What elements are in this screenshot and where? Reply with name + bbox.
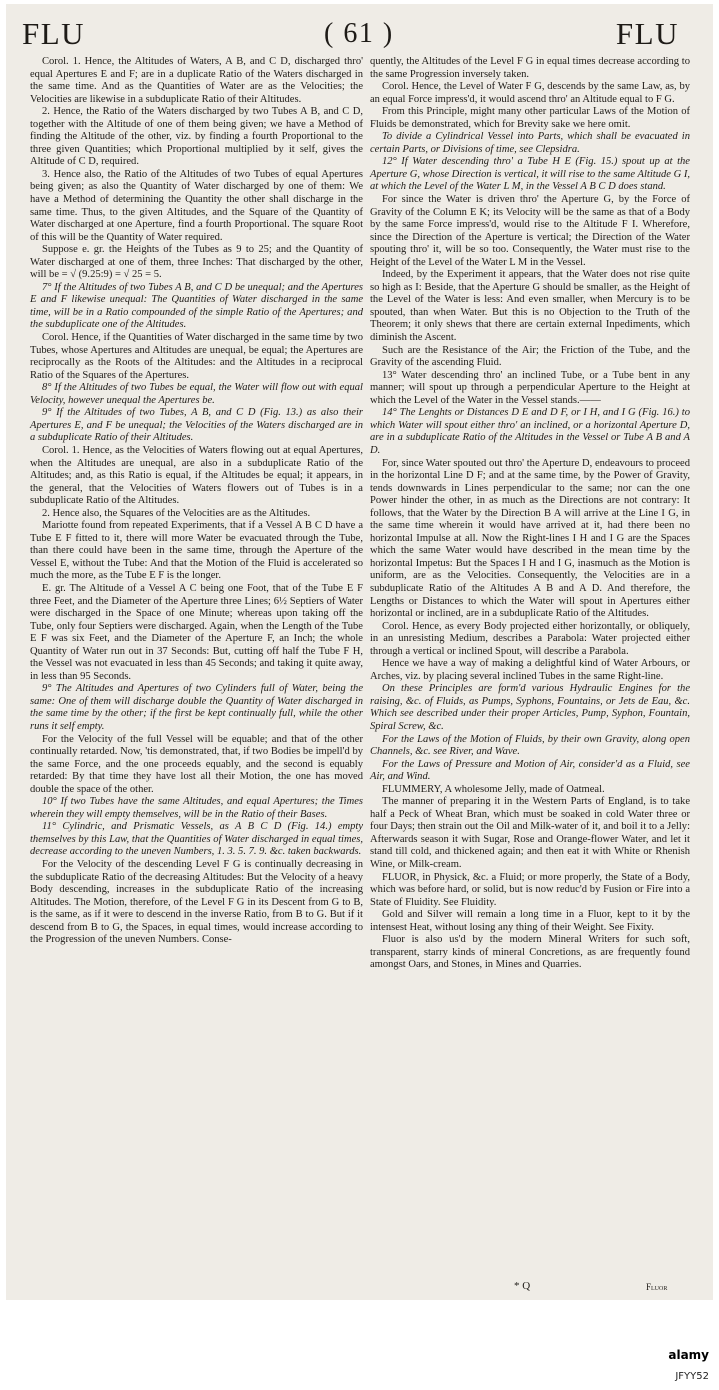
page-header: [6, 16, 713, 56]
running-head-left: FLU: [22, 16, 86, 51]
watermark-brand: alamy: [668, 1348, 709, 1362]
page-number: ( 61 ): [324, 18, 394, 49]
paragraph: From this Principle, might many other particular Laws of the Motion of Fluids be demonstrated, which for Brevity sake we here omit.: [370, 106, 690, 130]
paragraph: 2. Hence also, the Squares of the Velocities are as the Altitudes.: [42, 507, 311, 519]
paragraph: Suppose e. gr. the Heights of the Tubes as 9 to 25; and the Quantity of Water discharged at one of them, three Inches: That discharged by the other, will be = √ (9.25:9) = √ 25 = 5.: [30, 244, 363, 281]
proposition: To divide a Cylindrical Vessel into Parts, which shall be evacuated in certain Parts, or Divisions of time, see Clepsidra.: [370, 131, 690, 155]
paragraph: On these Principles are form'd various Hydraulic Engines for the raising, &c. of Fluids, as Pumps, Syphons, Fountains, or Jets de Eau, &c. Which see described under their proper Articles, Pump, Syphon, Fountain, Spiral Screw, &c.: [370, 683, 690, 732]
paragraph: For, since Water spouted out thro' the Aperture D, endeavours to proceed in the horizontal Line D F; and at the same time, by the Power of Gravity, tends downwards in Lines perpendicular to the same; nor can the one Power hinder the other, in as much as the Directions are not contrary: It follows, that the Water by the Direction B A will arrive at the Line I G, in the same time wherein it would have arrived at it, had there been no horizontal Impulse at all. Now the Right-lines I H and I G are the Spaces which the same Water would have described in the mean time by the horizontal Impetus: But the Spaces I H and I G, inasmuch as the Motion is uniform, are as the Velocities. Consequently, the Velocities are in a subduplicate Ratio of the Altitudes A B and A D. And therefore, the Lengths or Distances to which the Water will spout in Apertures either horizontal or inclined, are in a subduplicate Ratio of the Altitudes.: [370, 457, 690, 620]
right-column: [370, 56, 690, 972]
proposition: 12° If Water descending thro' a Tube H E (Fig. 15.) spout up at the Aperture G, whose Direction is vertical, it will rise to the same Altitude G I, at which the Level of the Water L M, in the Vessel A B C D does stand.: [370, 156, 690, 193]
catchword: Fluor: [646, 1282, 668, 1292]
proposition: 8° If the Altitudes of two Tubes be equal, the Water will flow out with equal Velocity, however unequal the Apertures be.: [30, 382, 363, 406]
paragraph: Such are the Resistance of the Air; the Friction of the Tube, and the Gravity of the ascending Fluid.: [370, 344, 690, 369]
paragraph: 13° Water descending thro' an inclined Tube, or a Tube bent in any manner; will spout up through a perpendicular Aperture to the Height at which the Level of the Water in the Vessel stands.——: [370, 369, 690, 406]
proposition: 7° If the Altitudes of two Tubes A B, and C D be unequal; and the Apertures E and F likewise unequal: The Quantities of Water discharged in the same time, will be in a Ratio compounded of the simple Ratio of the Apertures; and the subduplicate one of the Altitudes.: [30, 281, 363, 331]
bottom-margin: [0, 1300, 719, 1390]
paragraph: 3. Hence also, the Ratio of the Altitudes of two Tubes of equal Apertures being given; as also the Quantity of Water discharged by one of them: We have a Method of determining the Quantity the other shall discharge in the same time. Thus, to the given Altitudes, and the Square of the Quantity of Water discharged at one Aperture, find a fourth Proportional. The square Root of this will be the Quantity of Water required.: [30, 168, 363, 243]
document-page: [6, 4, 713, 1300]
paragraph: For the Laws of the Motion of Fluids, by their own Gravity, along open Channels, &c. see River, and Wave.: [370, 733, 690, 758]
paragraph: Indeed, by the Experiment it appears, that the Water does not rise quite so high as I: Beside, that the Aperture G should be smaller, as the Height of the Level of the Water is less: And even smaller, when Mercury is to be spouted, than when Water. But this is no Objection to the Truth of the Theorem; it only shews that there are certain external Inpediments, which diminish the Ascent.: [370, 269, 690, 344]
watermark-image-id: JFYY52: [675, 1371, 709, 1382]
paragraph: Corol. Hence, as every Body projected either horizontally, or obliquely, in an unresisting Medium, describes a Parabola: Water projected either through a vertical or inclined Spout, will describe a Parabola.: [370, 620, 690, 657]
entry-flummery: FLUMMERY, A wholesome Jelly, made of Oatmeal.: [382, 783, 605, 795]
paragraph: Hence we have a way of making a delightful kind of Water Arbours, or Arches, viz. by placing several inclined Tubes in the same Right-line.: [370, 658, 690, 682]
paragraph: Mariotte found from repeated Experiments, that if a Vessel A B C D have a Tube E F fitted to it, there will more Water be evacuated through the Tube, than there could have been in the same time, through the Aperture of the Vessel E, without the Tube: And that the Motion of the Fluid is accelerated so much the more, as the Tube E F is the longer.: [30, 520, 363, 582]
signature-mark: * Q: [514, 1280, 531, 1292]
proposition: 9° The Altitudes and Apertures of two Cylinders full of Water, being the same: One of them will discharge double the Quantity of Water discharged in the same time by the other; if the first be kept continually full, while the other runs it self empty.: [30, 683, 363, 732]
paragraph: E. gr. The Altitude of a Vessel A C being one Foot, that of the Tube E F three Feet, and the Diameter of the Aperture three Lines; 6½ Septiers of Water were discharged in the Space of one Minute; whereas upon taking off the Tube, only four Septiers were discharged. Again, when the Length of the Tube E F was six Feet, and the Diameter of the Aperture F, an Inch; the whole Quantity of Water run out in 37 Seconds: But, cutting off half the Tube F H, the Vessel was not evacuated in less than 45 Seconds; and taking it quite away, in less than 95 Seconds.: [30, 582, 363, 682]
paragraph: quently, the Altitudes of the Level F G in equal times decrease according to the same Progression inversely taken.: [370, 56, 690, 80]
paragraph: Corol. Hence, the Level of Water F G, descends by the same Law, as, by an equal Force impress'd, it would ascend thro' an Altitude equal to F G.: [370, 81, 690, 105]
entry-fluor: FLUOR, in Physick, &c. a Fluid; or more properly, the State of a Body, which was before hard, or solid, but is now reduc'd by Fusion or Fire into a State of Fluidity. See Fluidity.: [370, 871, 690, 908]
paragraph: Gold and Silver will remain a long time in a Fluor, kept to it by the intensest Heat, without losing any thing of their Weight. See Fixity.: [370, 909, 690, 933]
paragraph: Corol. 1. Hence, as the Velocities of Waters flowing out at equal Apertures, when the Altitudes are unequal, are also in a subduplicate Ratio of the Altitudes; and, as this Ratio is equal, if the Altitudes be equal; it appears, in the general, that the Velocities of Waters flowers out of Tubes is in a subduplicate Ratio of the Altitudes.: [30, 444, 363, 507]
paragraph: For the Velocity of the descending Level F G is continually decreasing in the subduplicate Ratio of the decreasing Altitudes: But the Velocity of a heavy Body descending, increases in the subduplicate Ratio of the increasing Altitudes. The Motion, therefore, of the Level F G in its Descent from G to B, is the same, as if it were to descend in the inverse Ratio, from B to G. But if it descend from B to G, the Spaces, in equal times, would increase according to the Progression of the uneven Numbers. Conse-: [30, 859, 363, 946]
running-head-right: FLU: [615, 16, 679, 51]
paragraph: Fluor is also us'd by the modern Mineral Writers for such soft, transparent, starry kinds of mineral Concretions, as are frequently found amongst Oars, and Stones, in Mines and Quarries.: [370, 934, 690, 971]
paragraph: 2. Hence, the Ratio of the Waters discharged by two Tubes A B, and C D, together with the Altitude of one of them being given; we have a Method of finding the Altitude of the other, viz. by finding a fourth Proportional to the three given Quantities; which Proportional multiplied by it self, gives the Altitude of C D, required.: [30, 106, 363, 168]
paragraph: For the Laws of Pressure and Motion of Air, consider'd as a Fluid, see Air, and Wind.: [370, 758, 690, 783]
paragraph: Corol. Hence, if the Quantities of Water discharged in the same time by two Tubes, whose Apertures and Altitudes are unequal, be equal; the Apertures are reciprocally as the Roots of the Altitudes: and the Altitudes in a reciprocal Ratio of the Squares of the Apertures.: [30, 332, 363, 381]
left-column: [30, 56, 363, 947]
proposition: 9° If the Altitudes of two Tubes, A B, and C D (Fig. 13.) as also their Apertures E, and F be unequal; the Velocities of the Waters discharged are in a subduplicate Ratio of their Altitudes.: [30, 407, 363, 444]
proposition: 10° If two Tubes have the same Altitudes, and equal Apertures; the Times wherein they will empty themselves, will be in the Ratio of their Bases.: [30, 796, 363, 820]
paragraph: For since the Water is driven thro' the Aperture G, by the Force of Gravity of the Column E K; its Velocity will be the same as that of a Body by the same Force impress'd, would rise to the Altitude F I. Wherefore, since the Direction of the Aperture is vertical; the Direction of the Water spouting thro' it, will be so too. Consequently, the Water must rise to the Height of the Level of the Water L M in the Vessel.: [370, 194, 690, 268]
paragraph: Corol. 1. Hence, the Altitudes of Waters, A B, and C D, discharged thro' equal Apertures E and F; are in a duplicate Ratio of the Waters discharged in the same time. And as the Quantities of Water are as the Velocities; the Velocities are likewise in a subduplicate Ratio of their Altitudes.: [30, 56, 363, 105]
proposition: 11° Cylindric, and Prismatic Vessels, as A B C D (Fig. 14.) empty themselves by this Law, that the Quantities of Water discharged in equal times, decrease according to the uneven Numbers, 1. 3. 5. 7. 9. &c. taken backwards.: [30, 821, 363, 858]
paragraph: For the Velocity of the full Vessel will be equable; and that of the other continually retarded. Now, 'tis demonstrated, that, if two Bodies be impell'd by the same Force, and the one proceeds equably, and the second is equably retarded: By that time they have lost all their Motion, the one has moved double the space of the other.: [30, 733, 363, 795]
proposition: 14° The Lenghts or Distances D E and D F, or I H, and I G (Fig. 16.) to which Water will spout either thro' an inclined, or a horizontal Aperture D, are in a subduplicate Ratio of the Altitudes in the Vessel or Tube A B and A D.: [370, 407, 690, 456]
paragraph: The manner of preparing it in the Western Parts of England, is to take half a Peck of Wheat Bran, which must be soaked in cold Water three or four Days; then strain out the Oil and Milk-water of it, and boil it to a Jelly: Afterwards season it with Sugar, Rose and Orange-flower Water, and let it stand till cold, and thickened again; and then eat it with White or Rhenish Wine, or Milk-cream.: [370, 796, 690, 870]
